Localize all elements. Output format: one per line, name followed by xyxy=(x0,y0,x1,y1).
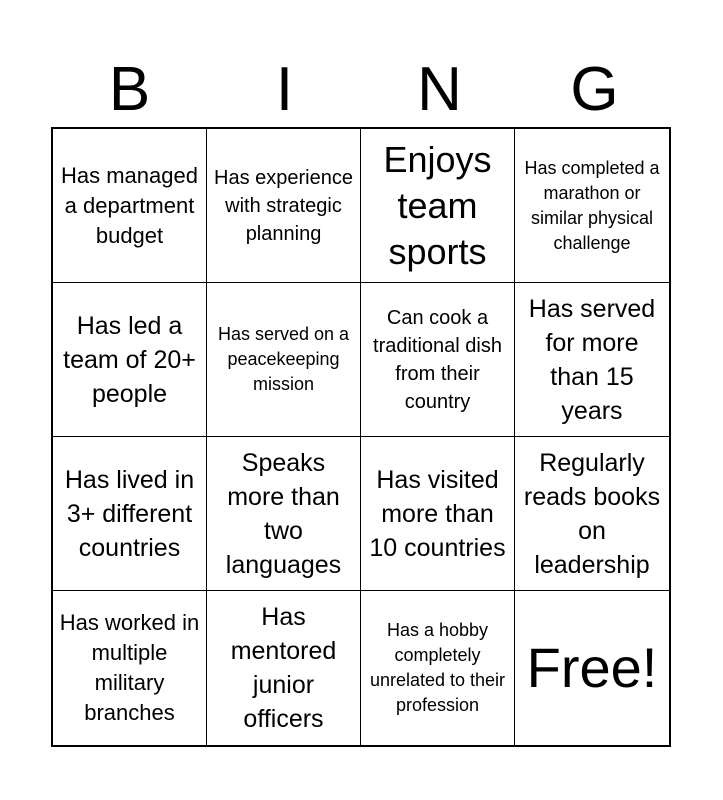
bingo-cell[interactable] xyxy=(207,283,361,437)
bingo-cell-text: Has visited more than 10 countries xyxy=(369,465,506,562)
bingo-cell-text: Enjoys team sports xyxy=(383,138,492,272)
bingo-free-cell[interactable] xyxy=(515,591,669,745)
bingo-cell[interactable] xyxy=(515,129,669,283)
bingo-cell-text: Regularly reads books on leadership xyxy=(523,448,661,579)
bingo-cell[interactable] xyxy=(361,591,515,745)
bingo-cell[interactable] xyxy=(515,437,669,591)
bingo-cell-text: Has managed a department budget xyxy=(61,162,198,248)
bingo-cell-text: Has worked in multiple military branches xyxy=(59,610,200,725)
bingo-cell[interactable] xyxy=(53,591,207,745)
header-letter-i: I xyxy=(275,55,294,124)
bingo-cell[interactable] xyxy=(515,283,669,437)
bingo-cell-text: Has mentored junior officers xyxy=(230,603,337,733)
bingo-cell-text: Has experience with strategic planning xyxy=(214,166,353,245)
bingo-cell[interactable] xyxy=(361,437,515,591)
free-space-label: Free! xyxy=(526,636,658,699)
bingo-cell[interactable] xyxy=(207,591,361,745)
header-letter-b: B xyxy=(108,55,151,124)
bingo-cell[interactable] xyxy=(53,129,207,283)
bingo-cell[interactable] xyxy=(361,283,515,437)
header-letter-g: G xyxy=(570,55,619,124)
bingo-cell[interactable] xyxy=(361,129,515,283)
bingo-cell[interactable] xyxy=(53,437,207,591)
bingo-header xyxy=(52,52,672,128)
bingo-cell-text: Has served on a peacekeeping mission xyxy=(217,324,350,394)
header-letter-n: N xyxy=(417,55,462,124)
bingo-cell-text: Has led a team of 20+ people xyxy=(63,311,196,408)
bingo-cell[interactable] xyxy=(207,437,361,591)
bingo-cell-text: Has a hobby completely unrelated to their profession xyxy=(369,620,506,715)
bingo-grid xyxy=(51,127,671,747)
bingo-cell[interactable] xyxy=(53,283,207,437)
bingo-cell-text: Has served for more than 15 years xyxy=(528,294,656,425)
bingo-cell[interactable] xyxy=(207,129,361,283)
bingo-cell-text: Has completed a marathon or similar physical challenge xyxy=(524,157,660,253)
bingo-cell-text: Has lived in 3+ different countries xyxy=(64,465,195,562)
bingo-cell-text: Can cook a traditional dish from their country xyxy=(373,306,502,413)
bingo-cell-text: Speaks more than two languages xyxy=(225,448,342,579)
